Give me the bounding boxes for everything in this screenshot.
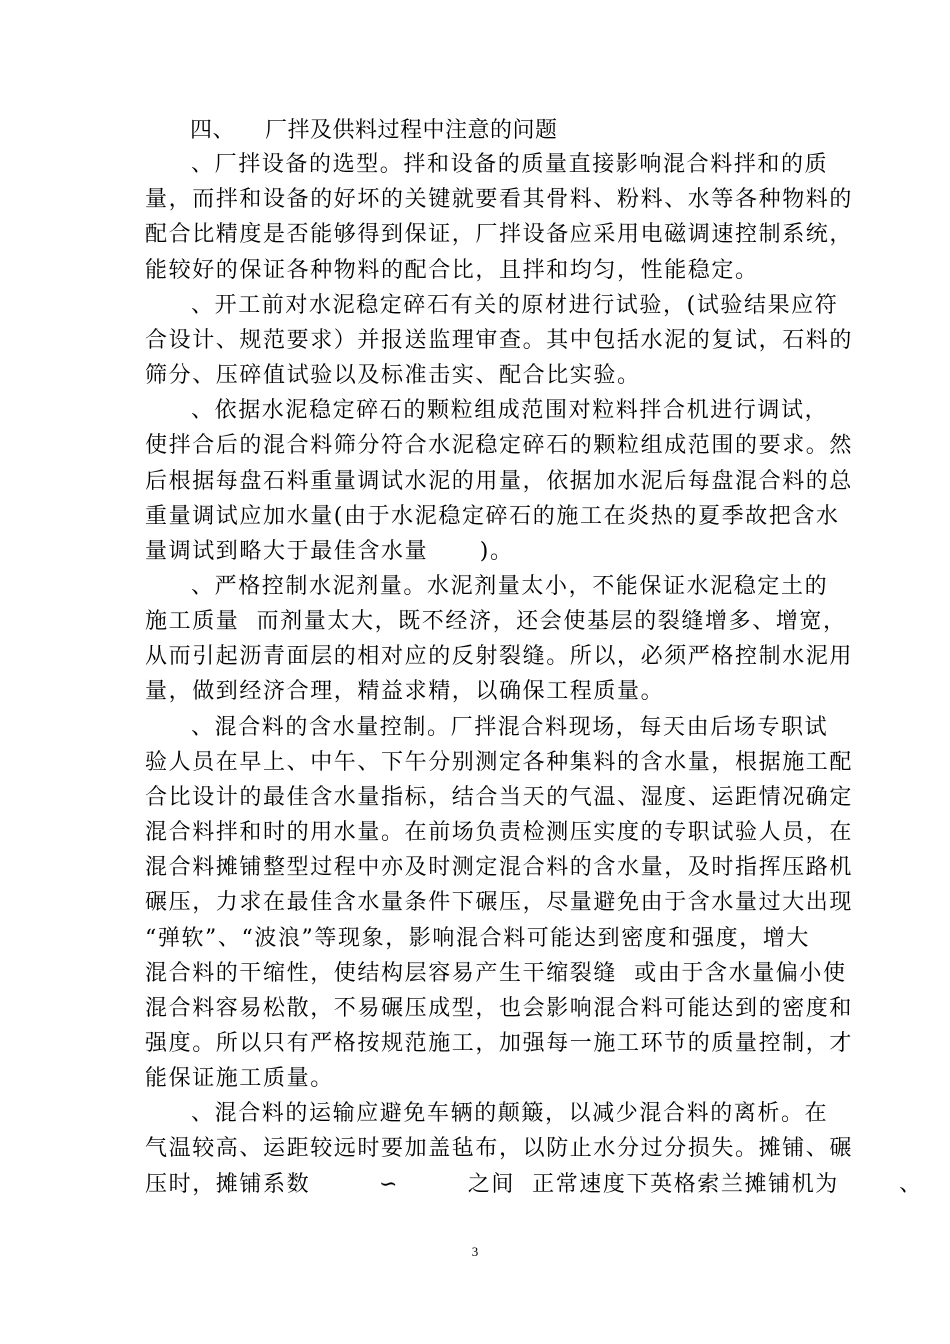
paragraph-5-line-8: 混合料的干缩性，使结构层容易产生干缩裂缝 或由于含水量偏小使 bbox=[145, 961, 847, 986]
paragraph-4-line-3: 从而引起沥青面层的相对应的反射裂缝。所以，必须严格控制水泥用 bbox=[145, 644, 854, 669]
paragraph-1-line-3: 配合比精度是否能够得到保证，厂拌设备应采用电磁调速控制系统， bbox=[145, 222, 854, 247]
paragraph-5-line-3: 合比设计的最佳含水量指标，结合当天的气温、湿度、运距情况确定 bbox=[145, 785, 854, 810]
paragraph-1-line-2: 量，而拌和设备的好坏的关键就要看其骨料、粉料、水等各种物料的 bbox=[145, 187, 854, 212]
paragraph-3-line-5: 量调试到略大于最佳含水量 )。 bbox=[145, 539, 514, 564]
paragraph-1-line-1: 、厂拌设备的选型。拌和设备的质量直接影响混合料拌和的质 bbox=[191, 152, 829, 177]
paragraph-5-line-4: 混合料拌和时的用水量。在前场负责检测压实度的专职试验人员，在 bbox=[145, 820, 854, 845]
paragraph-6-line-3: 压时，摊铺系数 ∽ 之间 正常速度下英格索兰摊铺机为 、 bbox=[145, 1172, 923, 1197]
paragraph-5-line-11: 能保证施工质量。 bbox=[145, 1066, 334, 1091]
paragraph-4-line-1: 、严格控制水泥剂量。水泥剂量太小，不能保证水泥稳定土的 bbox=[191, 574, 829, 599]
page-number: 3 bbox=[471, 1244, 479, 1259]
paragraph-3-line-3: 后根据每盘石料重量调试水泥的用量，依据加水泥后每盘混合料的总 bbox=[145, 469, 854, 494]
paragraph-5-line-7: “弹软”、“波浪”等现象，影响混合料可能达到密度和强度，增大 bbox=[145, 926, 810, 951]
paragraph-5-line-10: 强度。所以只有严格按规范施工，加强每一施工环节的质量控制，才 bbox=[145, 1031, 854, 1056]
paragraph-6-line-2: 气温较高、运距较远时要加盖毡布，以防止水分过分损失。摊铺、碾 bbox=[145, 1136, 854, 1161]
paragraph-6-line-1: 、混合料的运输应避免车辆的颠簸，以减少混合料的离析。在 bbox=[191, 1101, 829, 1126]
paragraph-2-line-2: 合设计、规范要求）并报送监理审查。其中包括水泥的复试，石料的 bbox=[145, 328, 854, 353]
paragraph-3-line-1: 、依据水泥稳定碎石的颗粒组成范围对粒料拌合机进行调试， bbox=[191, 398, 829, 423]
paragraph-5-line-9: 混合料容易松散，不易碾压成型，也会影响混合料可能达到的密度和 bbox=[145, 996, 854, 1021]
paragraph-1-line-4: 能较好的保证各种物料的配合比，且拌和均匀，性能稳定。 bbox=[145, 258, 759, 283]
paragraph-5-line-5: 混合料摊铺整型过程中亦及时测定混合料的含水量，及时指挥压路机 bbox=[145, 855, 854, 880]
paragraph-5-line-1: 、混合料的含水量控制。厂拌混合料现场，每天由后场专职试 bbox=[191, 715, 829, 740]
paragraph-5-line-6: 碾压，力求在最佳含水量条件下碾压，尽量避免由于含水量过大出现 bbox=[145, 890, 854, 915]
paragraph-2-line-1: 、开工前对水泥稳定碎石有关的原材进行试验，(试验结果应符 bbox=[191, 293, 839, 318]
paragraph-3-line-4: 重量调试应加水量(由于水泥稳定碎石的施工在炎热的夏季故把含水 bbox=[145, 504, 840, 529]
paragraph-4-line-4: 量，做到经济合理，精益求精，以确保工程质量。 bbox=[145, 679, 665, 704]
paragraph-2-line-3: 筛分、压碎值试验以及标准击实、配合比实验。 bbox=[145, 363, 641, 388]
paragraph-3-line-2: 使拌合后的混合料筛分符合水泥稳定碎石的颗粒组成范围的要求。然 bbox=[145, 433, 854, 458]
section-heading: 四、 厂拌及供料过程中注意的问题 bbox=[190, 118, 558, 143]
paragraph-4-line-2: 施工质量 而剂量太大，既不经济，还会使基层的裂缝增多、增宽， bbox=[145, 609, 847, 634]
paragraph-5-line-2: 验人员在早上、中午、下午分别测定各种集料的含水量，根据施工配 bbox=[145, 750, 854, 775]
